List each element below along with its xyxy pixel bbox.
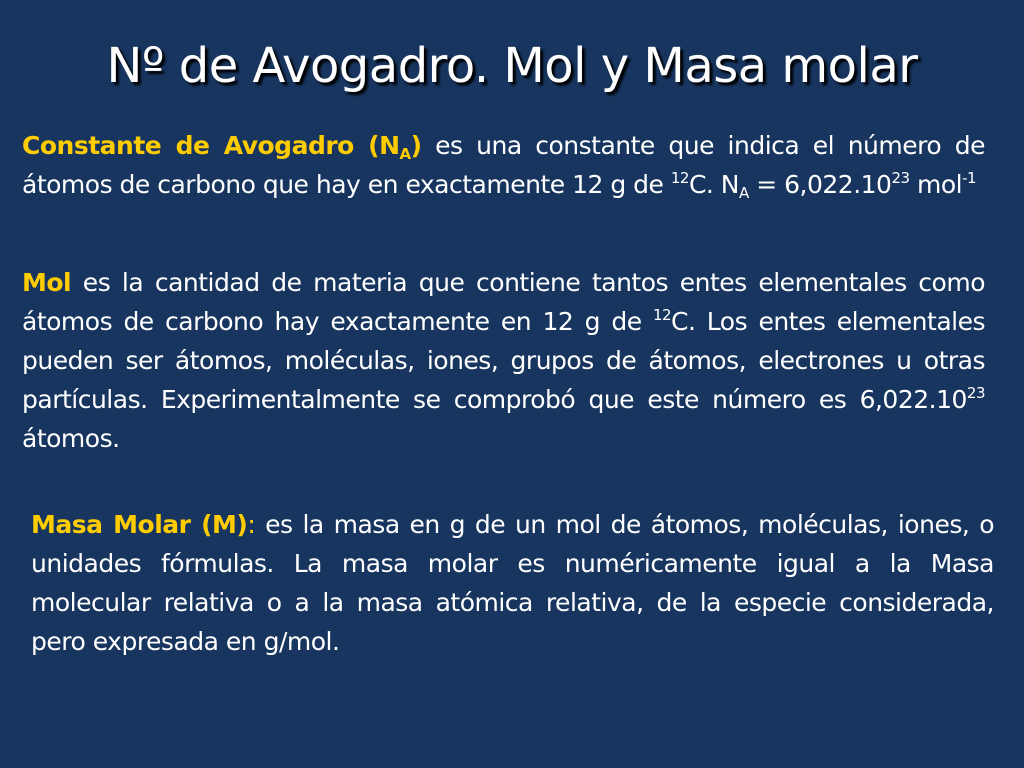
avogadro-definition-text: es una constante que indica el número de átomos de carbono que hay en exactamente 12 g de xyxy=(22,131,985,199)
mol-term: Mol xyxy=(22,268,72,297)
molar-mass-definition-text: es la masa en g de un mol de átomos, moléculas, iones, o unidades fórmulas. La masa molar es numéricamente igual a la Masa molecular relativa o a la masa atómica relativa, de la especie considerada, pero expresada en g/mol. xyxy=(31,510,994,656)
molar-mass-term: Masa Molar (M) xyxy=(31,510,248,539)
exponent-23: 23 xyxy=(891,169,910,187)
mol-paragraph: Mol es la cantidad de materia que contiene tantos entes elementales como átomos de carbono hay exactamente en 12 g de $^{12}$C. Los entes elementales pueden ser átomos, moléculas, iones, grupos de átomos, electrones u otras partículas. Experimentalmente se comprobó que este número es 6,022.10$^{23}$ átomos. xyxy=(22,268,986,453)
carbon-isotope-superscript: 12 xyxy=(670,169,689,187)
exponent-23: 23 xyxy=(966,384,985,402)
avogadro-constant-paragraph: Constante de Avogadro $(N_A)$ es una constante que indica el número de átomos de carbono que hay en exactamente 12 g de $^{12}$C. $N_A = 6,022.10^{23}$ mol$^{-1}$ xyxy=(22,131,985,202)
molar-mass-paragraph: Masa Molar (M): es la masa en g de un mol de átomos, moléculas, iones, o unidades fórmulas. La masa molar es numéricamente igual a la Masa molecular relativa o a la masa atómica relativa, de la especie considerada, pero expresada en g/mol. xyxy=(31,510,994,656)
carbon-isotope-superscript: 12 xyxy=(652,306,672,324)
slide-title: Nº de Avogadro. Mol y Masa molar xyxy=(106,38,918,94)
exponent-minus-1: -1 xyxy=(962,169,977,187)
mol-definition-text: es la cantidad de materia que contiene tantos entes elementales como átomos de carbono hay exactamente en 12 g de xyxy=(22,268,985,336)
na-subscript: A xyxy=(739,184,749,202)
avogadro-constant-term: Constante de Avogadro $(N_A)$ xyxy=(22,131,422,163)
